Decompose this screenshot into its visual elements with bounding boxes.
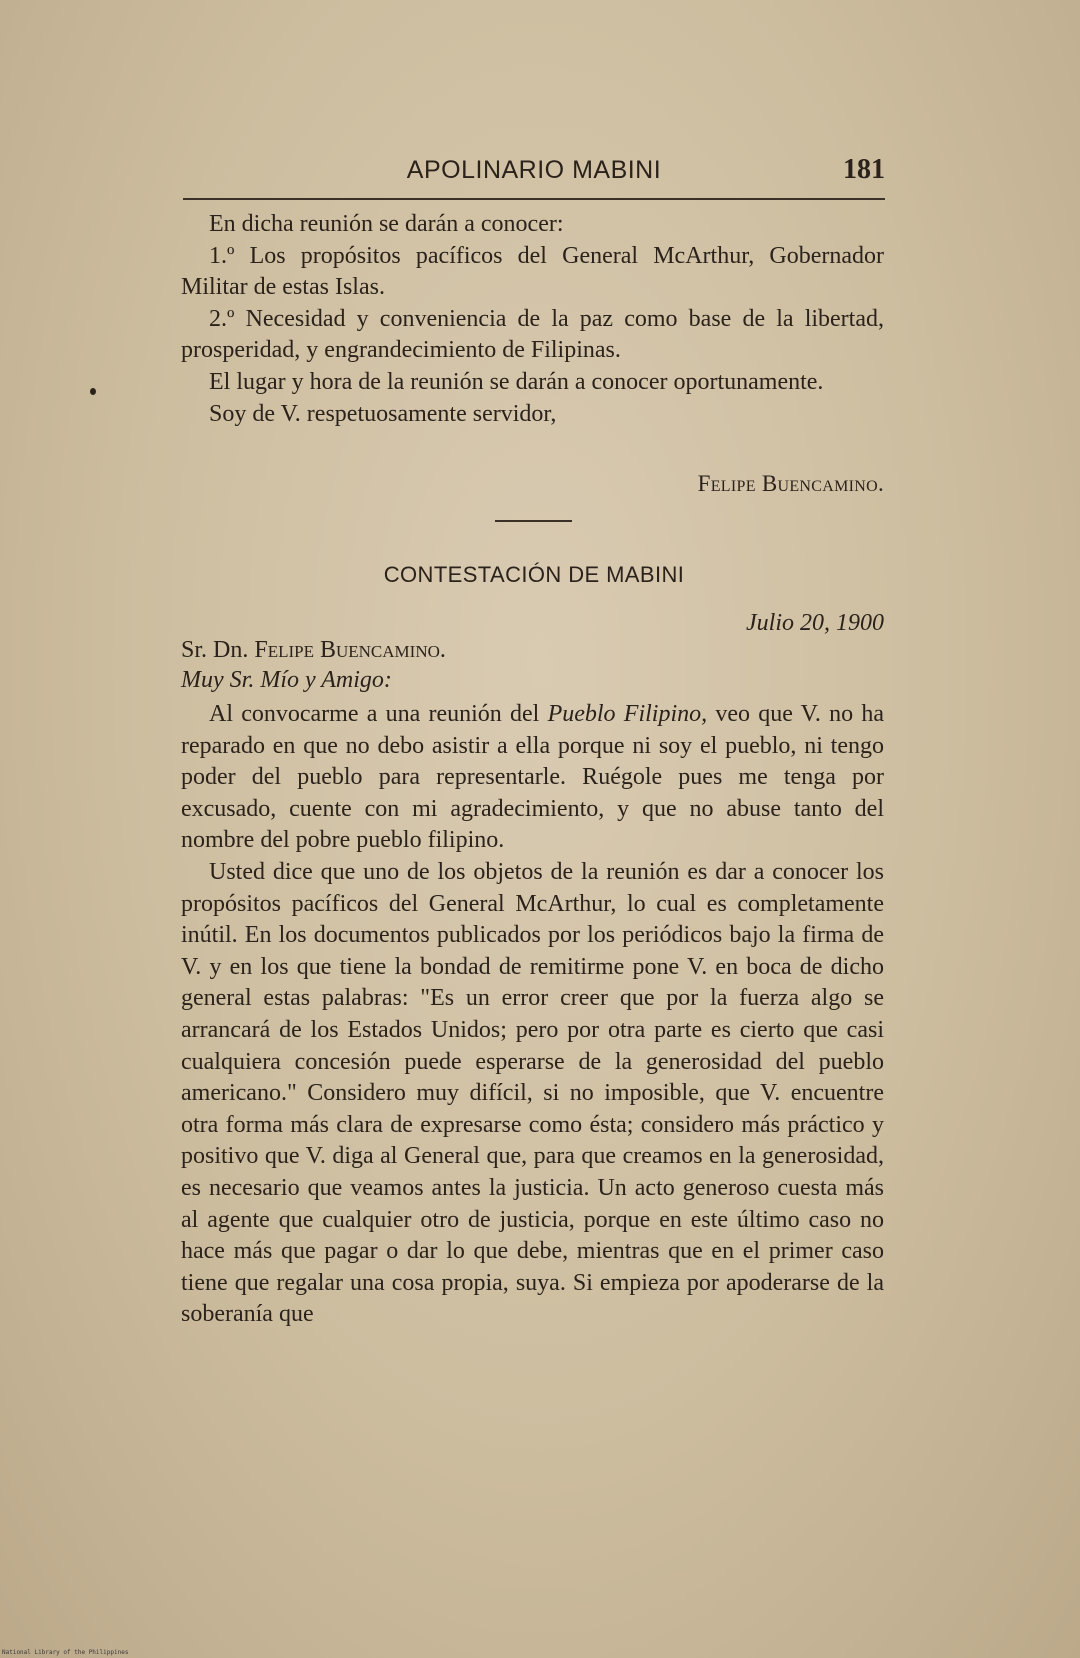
- salutation: Muy Sr. Mío y Amigo:: [181, 667, 392, 693]
- p1-after: veo que V. no ha reparado en que no debo asistir a ella porque ni soy el pueblo, ni tengo poder del pueblo para representarle. Ruégole pues me tenga por excusado, cuente con mi agradecimiento, y que no abuse tanto del nombre del pobre pueblo filipino.: [181, 701, 885, 854]
- signature: Felipe Buencamino.: [697, 471, 884, 496]
- section-divider: [495, 520, 572, 522]
- p1-italic: Pueblo Filipino,: [547, 701, 708, 727]
- page-number: 181: [843, 154, 885, 185]
- first-letter-body: [181, 209, 884, 430]
- page-speck: [90, 388, 96, 395]
- letter-paragraph: Soy de V. respetuosamente servidor,: [209, 400, 557, 427]
- letter-paragraph: 2.º Necesidad y conveniencia de la paz como base de la libertad, prosperidad, y engrandecimiento de Filipinas.: [181, 305, 884, 364]
- letter-paragraph: El lugar y hora de la reunión se darán a conocer oportunamente.: [209, 368, 824, 395]
- header-rule: [183, 198, 885, 200]
- footer-credit: National Library of the Philippines: [2, 1649, 129, 1656]
- addressee-prefix: Sr. Dn.: [181, 637, 249, 663]
- section-title: CONTESTACIÓN DE MABINI: [383, 562, 685, 587]
- reply-paragraph-1: [181, 699, 884, 857]
- running-title: APOLINARIO MABINI: [406, 156, 662, 184]
- page-header: [183, 150, 885, 194]
- letter-date: Julio 20, 1900: [746, 610, 884, 636]
- letter-paragraph: En dicha reunión se darán a conocer:: [209, 211, 564, 237]
- reply-paragraph-2: Usted dice que uno de los objetos de la reunión es dar a conocer los propósitos pacíficos del General McArthur, lo cual es completamente inútil. En los documentos publicados por los periódicos bajo la firma de V. y en los que tiene la bondad de remitirme pone V. en boca de dicho general estas palabras: "Es un error creer que por la fuerza algo se arrancará de los Estados Unidos; pero por otra parte es cierto que casi cualquiera concesión puede esperarse de la generosidad del pueblo americano." Considero muy difícil, si no imposible, que V. encuentre otra forma más clara de expresarse como ésta; considero más práctico y positivo que V. diga al General que, para que creamos en la generosidad, es necesario que veamos antes la justicia. Un acto generoso cuesta más al agente que cualquier otro de justicia, porque en este último caso no hace más que pagar o dar lo que debe, mientras que en el primer caso tiene que regalar una cosa propia, suya. Si empieza por apoderarse de la soberanía que: [181, 858, 884, 1328]
- p1-before: Al convocarme a una reunión del: [209, 701, 540, 727]
- reply-body: [181, 699, 884, 1331]
- addressee-name: Felipe Buencamino.: [254, 637, 446, 663]
- letter-paragraph: 1.º Los propósitos pacíficos del General McArthur, Gobernador Militar de estas Islas.: [181, 242, 884, 301]
- addressee: [181, 637, 446, 664]
